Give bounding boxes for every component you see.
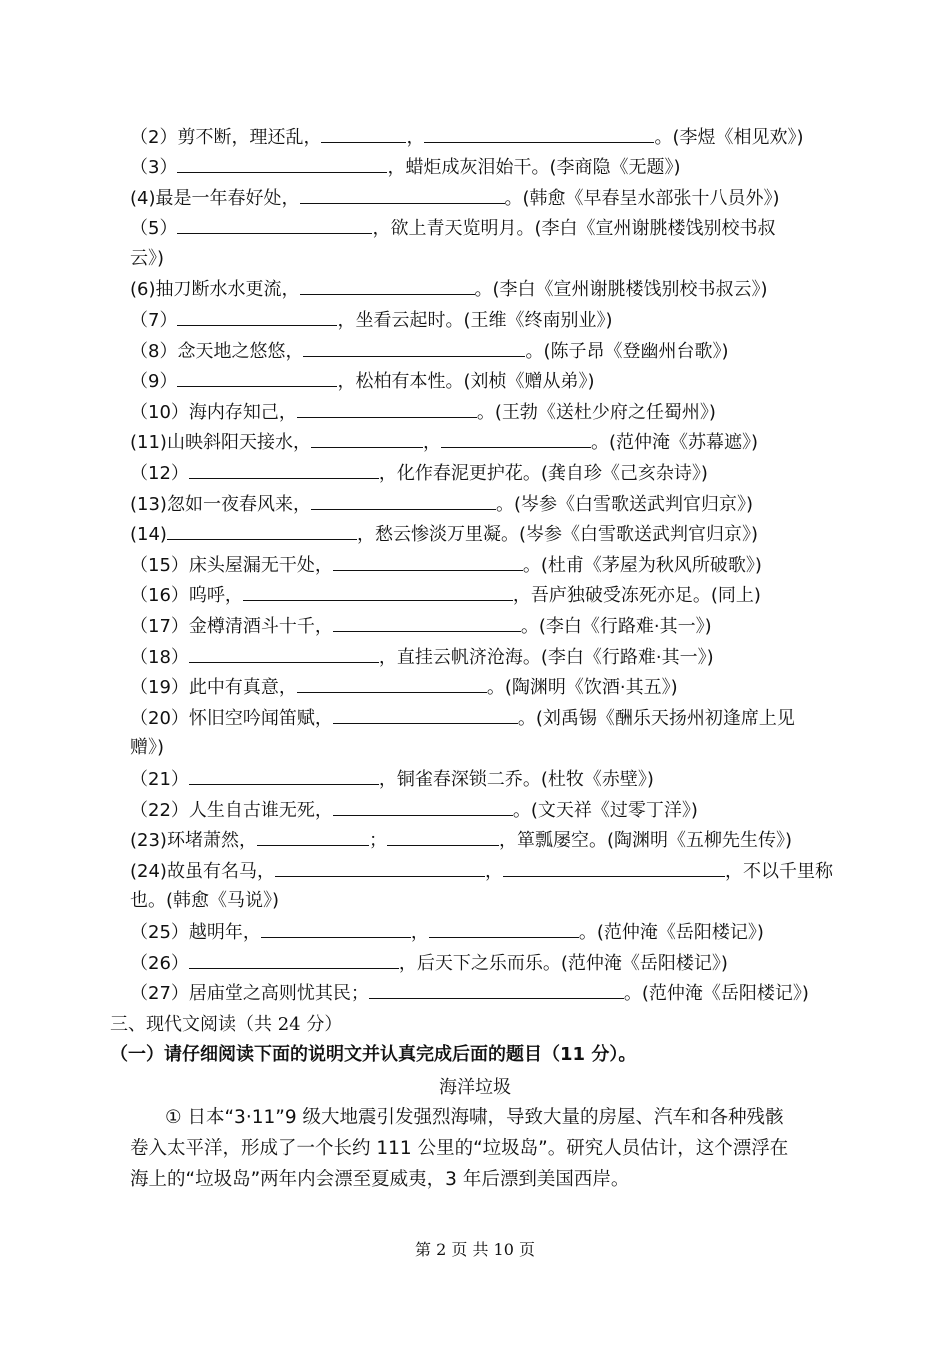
paragraph-line: 海上的“垃圾岛”两年内会漂至夏威夷，3 年后漂到美国西岸。 (130, 1169, 630, 1190)
answer-blank[interactable] (333, 703, 518, 724)
question-line: （22）人生自古谁无死， 。(文天祥《过零丁洋》) (130, 795, 850, 826)
question-line: （7） ，坐看云起时。(王维《终南别业》) (130, 305, 850, 336)
section-heading: 三、现代文阅读（共 24 分） (110, 1014, 343, 1035)
answer-blank[interactable] (189, 642, 379, 663)
question-line: 赠》) (130, 737, 165, 758)
answer-blank[interactable] (257, 825, 369, 846)
question-line: (11)山映斜阳天接水， ， 。(范仲淹《苏幕遮》) (130, 427, 850, 458)
question-line: （10）海内存知己， 。(王勃《送杜少府之任蜀州》) (130, 397, 850, 428)
answer-blank[interactable] (311, 427, 423, 448)
answer-blank[interactable] (177, 152, 387, 173)
answer-blank[interactable] (300, 274, 475, 295)
question-line: （2）剪不断，理还乱， ， 。(李煜《相见欢》) (130, 122, 850, 153)
question-line: （12） ，化作春泥更护花。(龚自珍《己亥杂诗》) (130, 458, 850, 489)
question-line: (6)抽刀断水水更流， 。(李白《宣州谢朓楼饯别校书叔云》) (130, 274, 850, 305)
question-line: (13)忽如一夜春风来， 。(岑参《白雪歌送武判官归京》) (130, 489, 850, 520)
answer-blank[interactable] (429, 917, 579, 938)
question-line: （27）居庙堂之高则忧其民； 。(范仲淹《岳阳楼记》) (130, 978, 850, 1009)
answer-blank[interactable] (321, 122, 406, 143)
answer-blank[interactable] (243, 580, 513, 601)
question-line: (4)最是一年春好处， 。(韩愈《早春呈水部张十八员外》) (130, 183, 850, 214)
answer-blank[interactable] (261, 917, 411, 938)
question-line: （19）此中有真意， 。(陶渊明《饮酒·其五》) (130, 672, 850, 703)
question-line: (23)环堵萧然， ； ，箪瓢屡空。(陶渊明《五柳先生传》) (130, 825, 850, 856)
question-line: （3） ，蜡炬成灰泪始干。(李商隐《无题》) (130, 152, 850, 183)
question-line: （15）床头屋漏无干处， 。(杜甫《茅屋为秋风所破歌》) (130, 550, 850, 581)
answer-blank[interactable] (297, 672, 487, 693)
question-line: （20）怀旧空吟闻笛赋， 。(刘禹锡《酬乐天扬州初逢席上见 (130, 703, 850, 734)
answer-blank[interactable] (387, 825, 499, 846)
answer-blank[interactable] (333, 550, 523, 571)
question-line: （26） ，后天下之乐而乐。(范仲淹《岳阳楼记》) (130, 948, 850, 979)
answer-blank[interactable] (333, 795, 513, 816)
answer-blank[interactable] (167, 519, 357, 540)
question-line: （21） ，铜雀春深锁二乔。(杜牧《赤壁》) (130, 764, 850, 795)
answer-blank[interactable] (311, 489, 496, 510)
answer-blank[interactable] (189, 764, 379, 785)
answer-blank[interactable] (275, 856, 485, 877)
answer-blank[interactable] (177, 366, 337, 387)
answer-blank[interactable] (369, 978, 624, 999)
answer-blank[interactable] (297, 397, 477, 418)
answer-blank[interactable] (177, 305, 337, 326)
question-line: （25）越明年， ， 。(范仲淹《岳阳楼记》) (130, 917, 850, 948)
answer-blank[interactable] (189, 948, 399, 969)
answer-blank[interactable] (303, 336, 525, 357)
answer-blank[interactable] (189, 458, 379, 479)
question-line: 云》) (130, 248, 165, 269)
answer-blank[interactable] (503, 856, 725, 877)
question-line: （5） ，欲上青天览明月。(李白《宣州谢朓楼饯别校书叔 (130, 213, 850, 244)
answer-blank[interactable] (300, 183, 505, 204)
sub-heading: （一）请仔细阅读下面的说明文并认真完成后面的题目（11 分）。 (110, 1044, 637, 1065)
page-footer: 第 2 页 共 10 页 (415, 1240, 535, 1259)
question-line: 也。(韩愈《马说》) (130, 890, 280, 911)
article-title: 海洋垃圾 (439, 1077, 511, 1098)
paragraph-line: ① 日本“3·11”9 级大地震引发强烈海啸，导致大量的房屋、汽车和各种残骸 (165, 1107, 784, 1128)
question-line: （18） ，直挂云帆济沧海。(李白《行路难·其一》) (130, 642, 850, 673)
answer-blank[interactable] (333, 611, 521, 632)
question-line: （16）呜呼， ，吾庐独破受冻死亦足。(同上) (130, 580, 850, 611)
answer-blank[interactable] (424, 122, 654, 143)
question-line: (14) ，愁云惨淡万里凝。(岑参《白雪歌送武判官归京》) (130, 519, 850, 550)
question-line: （9） ，松柏有本性。(刘桢《赠从弟》) (130, 366, 850, 397)
answer-blank[interactable] (441, 427, 591, 448)
answer-blank[interactable] (177, 213, 372, 234)
question-line: （17）金樽清酒斗十千， 。(李白《行路难·其一》) (130, 611, 850, 642)
question-line: (24)故虽有名马， ， ，不以千里称 (130, 856, 850, 887)
question-line: （8）念天地之悠悠， 。(陈子昂《登幽州台歌》) (130, 336, 850, 367)
paragraph-line: 卷入太平洋，形成了一个长约 111 公里的“垃圾岛”。研究人员估计，这个漂浮在 (130, 1138, 789, 1159)
